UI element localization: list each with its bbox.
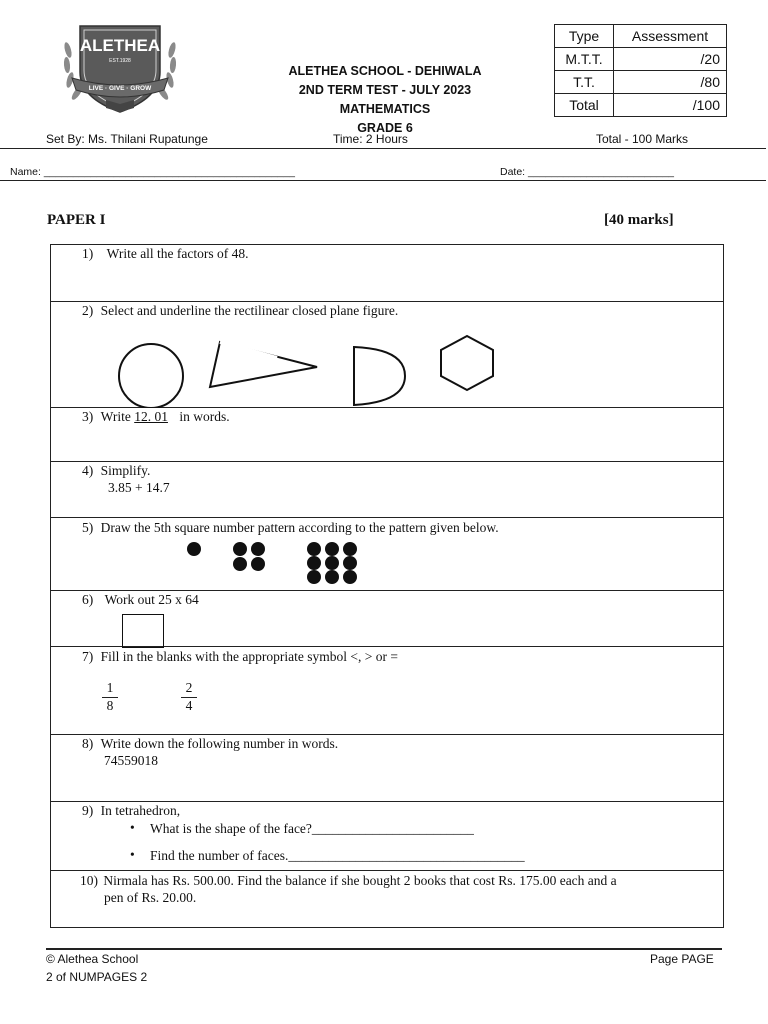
logo-name: ALETHEA: [79, 36, 161, 55]
question-5: [82, 519, 499, 536]
decimal-value: 12. 01: [134, 409, 168, 424]
question-number: 10): [80, 873, 98, 888]
marks-type-mtt: M.T.T.: [555, 48, 614, 71]
pattern-dot: [307, 542, 321, 556]
paper-title: PAPER I: [47, 212, 106, 228]
question-9: [82, 802, 180, 819]
pattern-dot: [307, 556, 321, 570]
logo-motto: LIVE · GIVE · GROW: [88, 85, 152, 92]
question-divider: [50, 870, 724, 871]
pattern-dot: [325, 570, 339, 584]
pattern-dot: [325, 556, 339, 570]
question-text: Simplify.: [100, 463, 151, 478]
fraction-one-eighth: [102, 680, 118, 714]
question-3: [82, 408, 230, 425]
number-to-write: 74559018: [104, 753, 158, 768]
question-10: [80, 872, 617, 906]
question-number: 6): [82, 592, 94, 607]
question-text: Work out 25 x 64: [104, 592, 199, 607]
date-field[interactable]: Date: _________________________: [500, 166, 675, 178]
bullet-dot: •: [130, 847, 135, 862]
pattern-dot: [307, 570, 321, 584]
question-number: 7): [82, 649, 94, 664]
time-allowed: Time: 2 Hours: [333, 132, 408, 146]
question-number: 9): [82, 803, 94, 818]
marks-table: [554, 24, 727, 117]
pattern-dot: [187, 542, 201, 556]
fraction-numerator: 2: [181, 680, 197, 698]
marks-type-tt: T.T.: [555, 71, 614, 94]
question-8: [82, 735, 338, 769]
marks-value-mtt: /20: [614, 48, 727, 71]
test-name: 2ND TERM TEST - JULY 2023: [298, 83, 472, 97]
question-text: Select and underline the rectilinear closed plane figure.: [100, 303, 399, 318]
question-7: [82, 648, 398, 665]
bullet-dot: •: [130, 820, 135, 835]
circle-shape[interactable]: [119, 344, 183, 408]
marks-type-total: Total: [555, 94, 614, 117]
open-figure-shape[interactable]: [210, 342, 317, 387]
pattern-dot: [343, 542, 357, 556]
header-divider: [0, 148, 766, 149]
question-text: In tetrahedron,: [100, 803, 181, 818]
question-text: Draw the 5th square number pattern according to the pattern given below.: [100, 520, 499, 535]
name-field[interactable]: Name: ___________________________________________: [10, 166, 295, 178]
question-text: Write down the following number in words.: [100, 736, 339, 751]
question-text-continued: pen of Rs. 20.00.: [104, 890, 197, 905]
pattern-dot: [251, 557, 265, 571]
marks-table-header-assessment: Assessment: [614, 25, 727, 48]
question-2: [82, 302, 398, 319]
question-4: [82, 462, 170, 496]
footer-page-count: 2 of NUMPAGES 2: [46, 970, 148, 984]
school-name: ALETHEA SCHOOL - DEHIWALA: [288, 64, 482, 78]
marks-value-total: /100: [614, 94, 727, 117]
question-divider: [50, 517, 724, 518]
footer-page: Page PAGE: [650, 952, 714, 966]
total-marks: Total - 100 Marks: [596, 132, 689, 146]
expression: 3.85 + 14.7: [108, 480, 170, 495]
question-number: 5): [82, 520, 94, 535]
question-text: Fill in the blanks with the appropriate symbol <, > or =: [100, 649, 398, 664]
open-figure-gap: [220, 342, 277, 358]
footer-copyright: © Alethea School: [46, 952, 139, 966]
pattern-dot: [233, 557, 247, 571]
marks-value-tt: /80: [614, 71, 727, 94]
footer-divider: [46, 948, 722, 950]
fields-divider: [0, 180, 766, 181]
question-text: Write all the factors of 48.: [106, 246, 249, 261]
fraction-denominator: 4: [185, 698, 193, 713]
pattern-dot: [325, 542, 339, 556]
fraction-numerator: 1: [102, 680, 118, 698]
question-number: 4): [82, 463, 94, 478]
semicircle-shape[interactable]: [354, 347, 405, 405]
fraction-two-quarters: [181, 680, 197, 714]
school-logo: [58, 20, 182, 120]
set-by: Set By: Ms. Thilani Rupatunge: [46, 132, 208, 146]
pattern-dot: [233, 542, 247, 556]
answer-box[interactable]: [122, 614, 164, 648]
question-number: 8): [82, 736, 94, 751]
paper-marks: [40 marks]: [604, 212, 674, 228]
question-9-part-1[interactable]: What is the shape of the face?________________________: [150, 821, 474, 836]
fraction-denominator: 8: [106, 698, 114, 713]
question-text: Write: [100, 409, 131, 424]
pattern-dot: [343, 570, 357, 584]
question-9-part-2[interactable]: Find the number of faces.___________________________________: [150, 848, 525, 863]
question-text: in words.: [179, 409, 230, 424]
grade: GRADE 6: [357, 121, 413, 135]
subject: MATHEMATICS: [339, 102, 431, 116]
question-1: [82, 245, 249, 262]
question-text: Nirmala has Rs. 500.00. Find the balance if she bought 2 books that cost Rs. 175.00 each and a: [103, 873, 617, 888]
question-number: 3): [82, 409, 94, 424]
marks-table-header-type: Type: [555, 25, 614, 48]
shapes-figure: [100, 330, 510, 408]
logo-est: EST.1928: [109, 58, 131, 64]
question-number: 2): [82, 303, 94, 318]
question-6: [82, 591, 199, 608]
square-number-pattern: [180, 538, 370, 588]
hexagon-shape[interactable]: [441, 336, 493, 390]
question-number: 1): [82, 246, 94, 261]
pattern-dot: [251, 542, 265, 556]
school-header: [250, 62, 520, 138]
pattern-dot: [343, 556, 357, 570]
